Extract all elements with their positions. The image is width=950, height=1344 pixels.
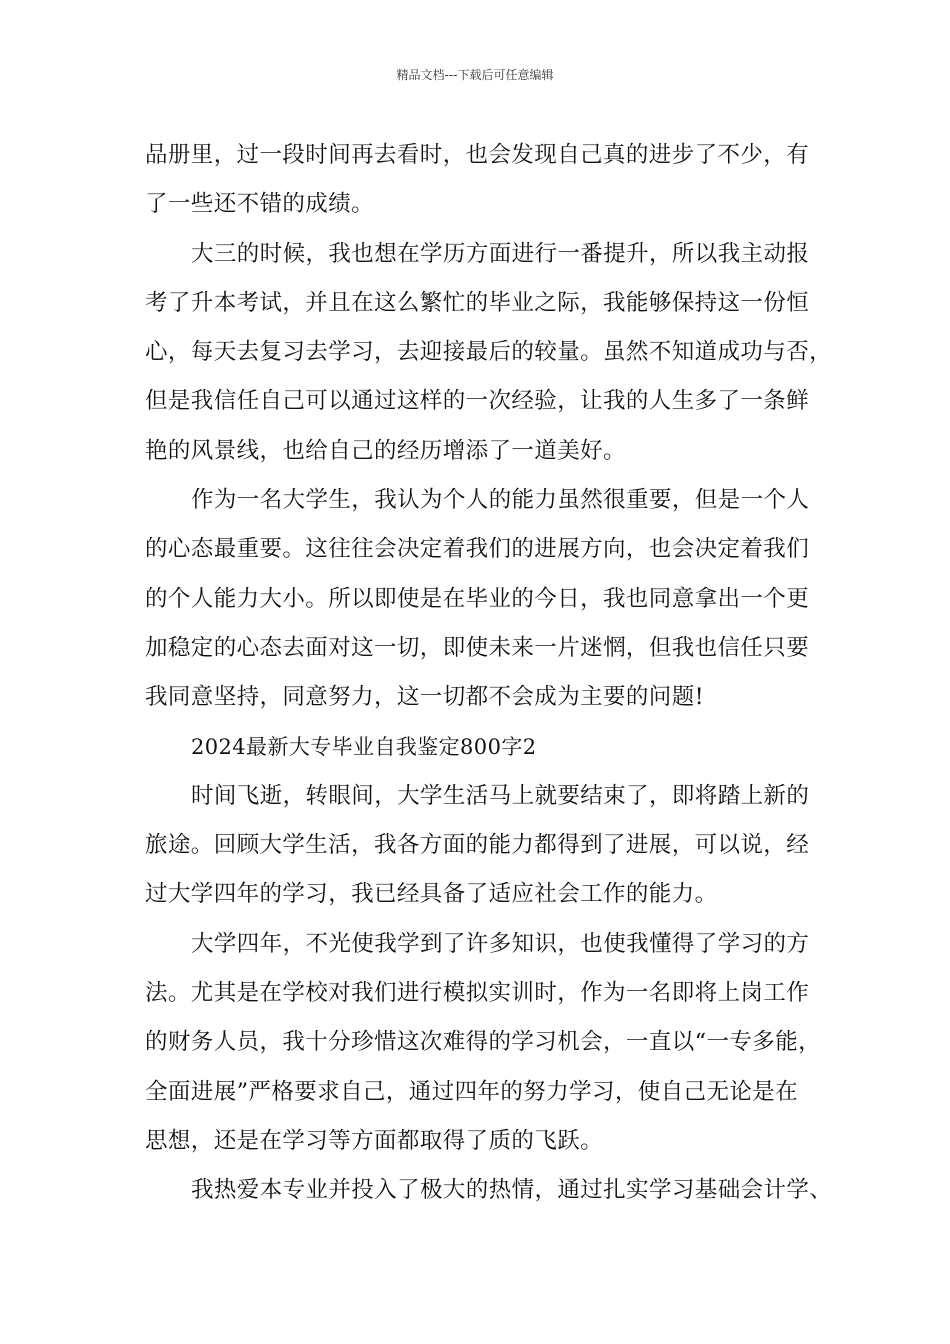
paragraph-start: 作为一名大学生，我认为个人的能力虽然很重要，但是一个人 [191,487,810,514]
text-line: 的财务人员，我十分珍惜这次难得的学习机会，一直以“一专多能， [145,1029,822,1056]
text-line: 思想，还是在学习等方面都取得了质的飞跃。 [145,1127,604,1154]
text-line: 考了升本考试，并且在这么繁忙的毕业之际，我能够保持这一份恒 [145,289,810,316]
paragraph-start: 大三的时候，我也想在学历方面进行一番提升，所以我主动报 [191,240,810,267]
text-line: 艳的风景线，也给自己的经历增添了一道美好。 [145,437,626,464]
document-body [145,131,835,1216]
text-line: 旅途。回顾大学生活，我各方面的能力都得到了进展，可以说，经 [145,832,810,859]
text-line: 了一些还不错的成绩。 [145,191,375,218]
page-header: 精品文档---下载后可任意编辑 [396,68,554,82]
text-line: 法。尤其是在学校对我们进行模拟实训时，作为一名即将上岗工作 [145,980,810,1007]
text-line: 加稳定的心态去面对这一切，即使未来一片迷惘，但我也信任只要 [145,634,810,661]
section-heading: 2024最新大专毕业自我鉴定800字2 [191,734,537,759]
text-line: 过大学四年的学习，我已经具备了适应社会工作的能力。 [145,881,718,908]
paragraph-start: 大学四年，不光使我学到了许多知识，也使我懂得了学习的方 [191,930,810,957]
paragraph-start: 我热爱本专业并投入了极大的热情，通过扎实学习基础会计学、 [191,1177,833,1204]
text-line: 全面进展”严格要求自己，通过四年的努力学习，使自己无论是在 [145,1078,799,1105]
text-line: 但是我信任自己可以通过这样的一次经验，让我的人生多了一条鲜 [145,388,810,415]
paragraph-start: 时间飞逝，转眼间，大学生活马上就要结束了，即将踏上新的 [191,782,810,809]
text-line: 品册里，过一段时间再去看时，也会发现自己真的进步了不少，有 [145,142,810,168]
text-line: 我同意坚持，同意努力，这一切都不会成为主要的问题! [145,684,705,711]
text-line: 的个人能力大小。所以即使是在毕业的今日，我也同意拿出一个更 [145,585,810,612]
text-line: 的心态最重要。这往往会决定着我们的进展方向，也会决定着我们 [145,536,810,563]
text-line: 心，每天去复习去学习，去迎接最后的较量。虽然不知道成功与否， [145,339,833,366]
